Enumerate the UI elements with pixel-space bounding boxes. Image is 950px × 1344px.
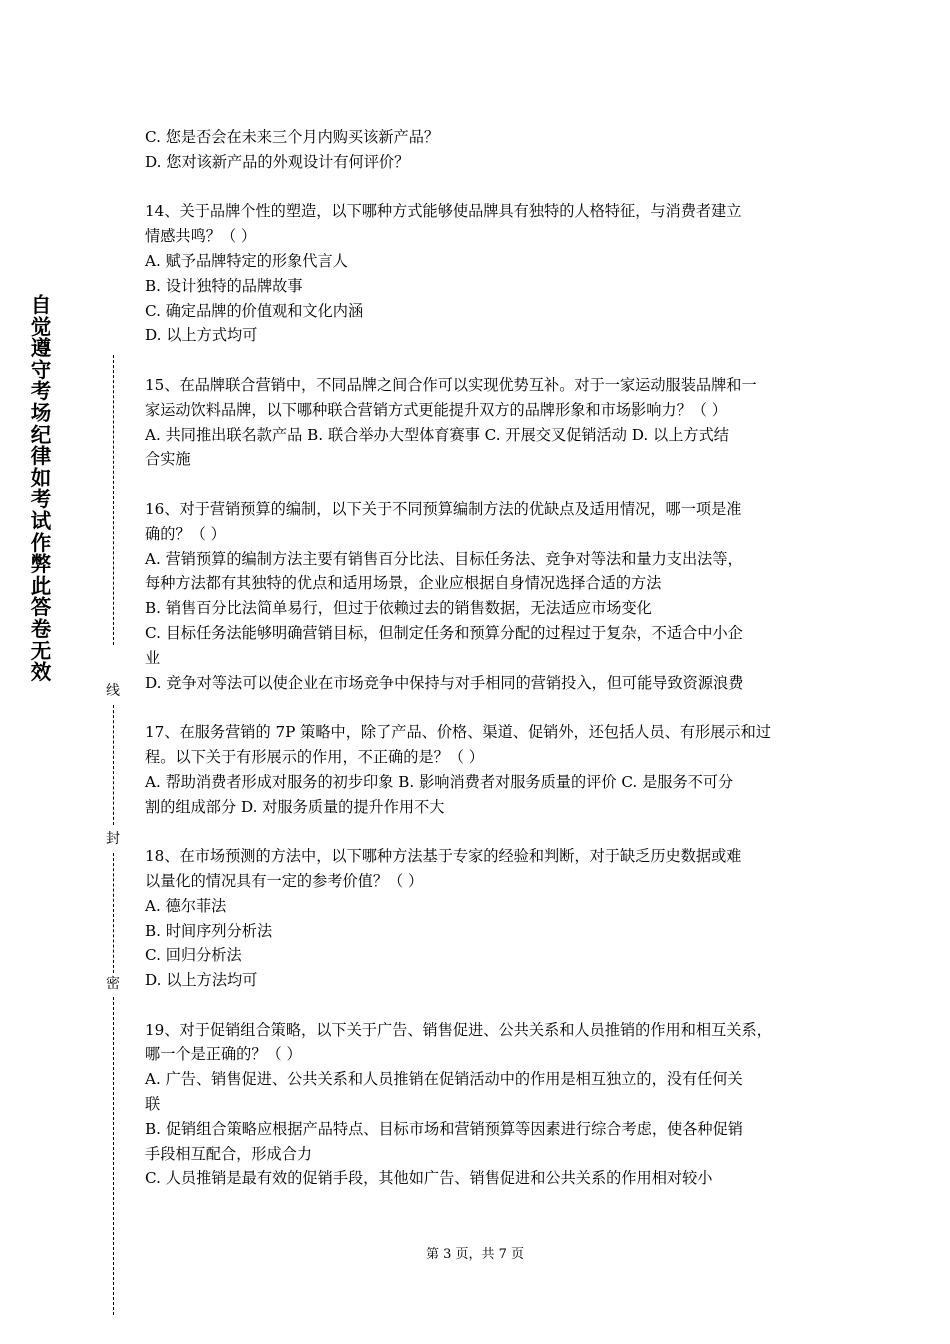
binding-line-segment	[113, 705, 114, 825]
question-15	[145, 373, 810, 472]
question-text: 哪一个是正确的？（ ）	[145, 1045, 302, 1064]
option-c: C. 确定品牌的价值观和文化内涵	[145, 301, 364, 320]
option-a: A. 赋予品牌特定的形象代言人	[145, 251, 348, 270]
option-d: D. 以上方法均可	[145, 971, 258, 990]
option-b: B. 销售百分比法简单易行，但过于依赖过去的销售数据，无法适应市场变化	[145, 599, 652, 618]
option-line: D. 您对该新产品的外观设计有何评价？	[145, 152, 410, 171]
binding-label-xian: 线	[106, 683, 120, 699]
side-notice: 自觉遵守考场纪律如考试作弊此答卷无效	[30, 293, 52, 685]
options-line: 合实施	[145, 450, 191, 469]
option-b: B. 时间序列分析法	[145, 921, 273, 940]
question-19	[145, 1018, 810, 1192]
exam-content	[145, 125, 810, 1191]
binding-line-segment	[113, 997, 114, 1315]
question-text: 情感共鸣？（ ）	[145, 227, 257, 246]
binding-label-mi: 密	[106, 976, 120, 992]
continuation-block	[145, 125, 810, 175]
binding-label-feng: 封	[106, 831, 120, 847]
option-c: 业	[145, 648, 161, 667]
options-line: A. 共同推出联名款产品 B. 联合举办大型体育赛事 C. 开展交叉促销活动 D. 以上方式结	[145, 425, 729, 444]
option-b: 手段相互配合，形成合力	[145, 1144, 313, 1163]
option-a: 每种方法都有其独特的优点和适用场景，企业应根据自身情况选择合适的方法	[145, 574, 662, 593]
question-text: 15、在品牌联合营销中，不同品牌之间合作可以实现优势互补。对于一家运动服装品牌和一	[145, 375, 757, 394]
question-text: 14、关于品牌个性的塑造，以下哪种方式能够使品牌具有独特的人格特征，与消费者建立	[145, 202, 742, 221]
question-16	[145, 497, 810, 695]
binding-line-segment	[113, 853, 114, 973]
option-a: A. 营销预算的编制方法主要有销售百分比法、目标任务法、竞争对等法和量力支出法等，	[145, 549, 743, 568]
question-17	[145, 720, 810, 819]
question-text: 以量化的情况具有一定的参考价值？（ ）	[145, 871, 424, 890]
option-a: A. 广告、销售促进、公共关系和人员推销在促销活动中的作用是相互独立的，没有任何关	[145, 1070, 743, 1089]
question-14	[145, 199, 810, 348]
binding-line-segment	[113, 355, 114, 645]
option-b: B. 设计独特的品牌故事	[145, 276, 303, 295]
option-d: D. 以上方式均可	[145, 326, 258, 345]
option-b: B. 促销组合策略应根据产品特点、目标市场和营销预算等因素进行综合考虑，使各种促销	[145, 1119, 743, 1138]
question-text: 18、在市场预测的方法中，以下哪种方法基于专家的经验和判断，对于缺乏历史数据或难	[145, 847, 742, 866]
question-text: 家运动饮料品牌，以下哪种联合营销方式更能提升双方的品牌形象和市场影响力？（ ）	[145, 400, 727, 419]
question-text: 19、对于促销组合策略，以下关于广告、销售促进、公共关系和人员推销的作用和相互关系，	[145, 1020, 772, 1039]
option-c: C. 回归分析法	[145, 946, 242, 965]
question-18	[145, 844, 810, 993]
options-line: A. 帮助消费者形成对服务的初步印象 B. 影响消费者对服务质量的评价 C. 是服务不可分	[145, 772, 734, 791]
option-a: A. 德尔菲法	[145, 896, 227, 915]
option-c: C. 人员推销是最有效的促销手段，其他如广告、销售促进和公共关系的作用相对较小	[145, 1169, 713, 1188]
option-d: D. 竞争对等法可以使企业在市场竞争中保持与对手相同的营销投入，但可能导致资源浪费	[145, 673, 744, 692]
option-line: C. 您是否会在未来三个月内购买该新产品？	[145, 128, 440, 146]
question-text: 17、在服务营销的 7P 策略中，除了产品、价格、渠道、促销外，还包括人员、有形展示和过	[145, 723, 771, 742]
option-c: C. 目标任务法能够明确营销目标，但制定任务和预算分配的过程过于复杂，不适合中小企	[145, 623, 743, 642]
question-text: 16、对于营销预算的编制，以下关于不同预算编制方法的优缺点及适用情况，哪一项是准	[145, 499, 742, 518]
question-text: 确的？（ ）	[145, 524, 226, 543]
question-text: 程。以下关于有形展示的作用，不正确的是？（ ）	[145, 747, 484, 766]
page-number: 第 3 页，共 7 页	[425, 1247, 525, 1262]
option-a: 联	[145, 1095, 161, 1114]
options-line: 割的组成部分 D. 对服务质量的提升作用不大	[145, 797, 445, 816]
